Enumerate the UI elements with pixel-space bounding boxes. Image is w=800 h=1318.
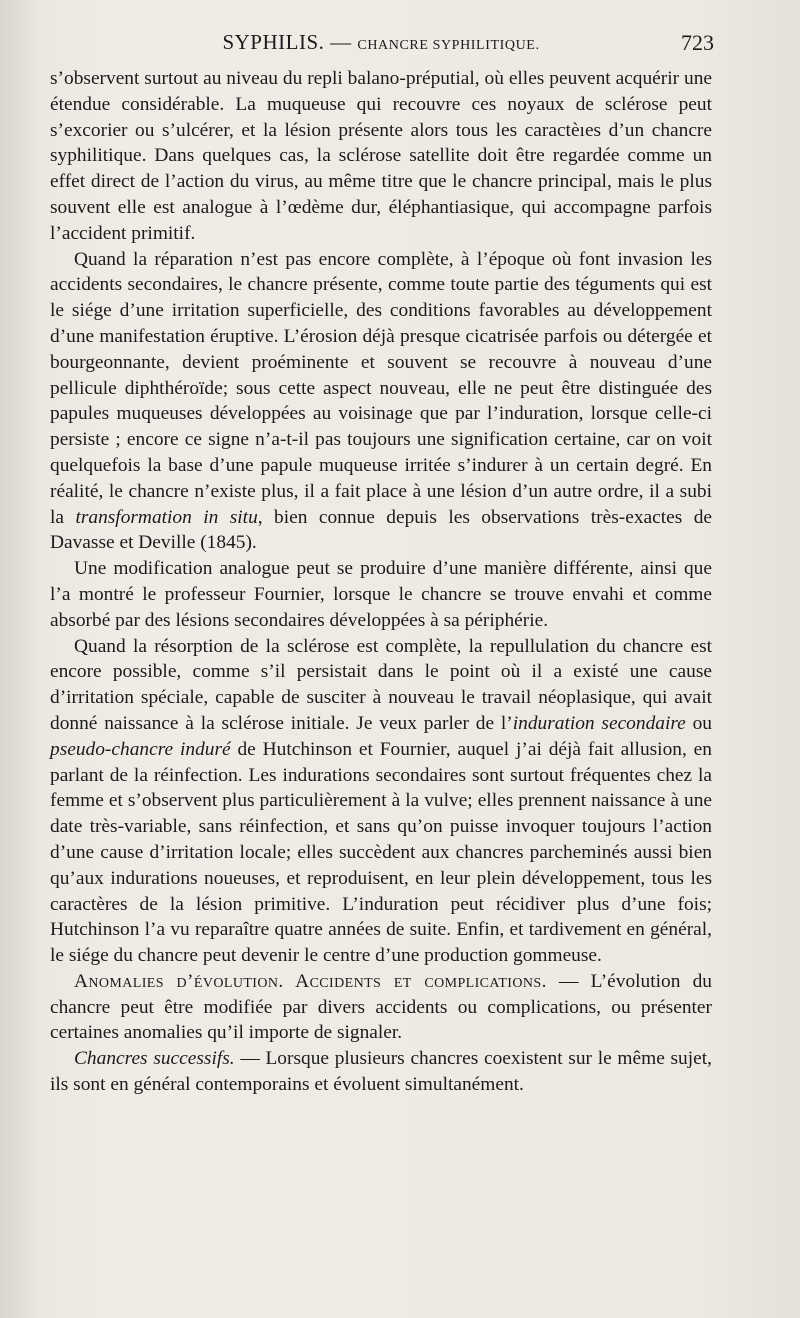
running-title-sub: CHANCRE SYPHILITIQUE. bbox=[357, 38, 540, 53]
page-body bbox=[50, 66, 712, 1098]
paragraph-4-mid: ou bbox=[685, 712, 712, 734]
paragraph-2-text: Quand la réparation n’est pas encore complète, à l’époque où font invasion les accidents secondaires, le chancre présente, comme toute partie des téguments qui est le siége d’une irritation superficielle, des conditions favorables au développement d’une manifestation éruptive. L’érosion déjà presque cicatrisée parfois ou détergée et bourgeonnante, devient proéminente et souvent se recouvre à nouveau d’une pellicule diphthéroïde; sous cette aspect nouveau, elle ne peut être distinguée des papules muqueuses développées au voisinage que par l’induration, lorsque celle-ci persiste ; encore ce signe n’a-t-il pas toujours une signification certaine, car on voit quelquefois la base d’une papule muqueuse irritée s’indurer à un certain degré. En réalité, le chancre n’existe plus, il a fait place à une lésion d’un autre ordre, il a subi la bbox=[50, 248, 712, 528]
paragraph-4-italic-1: induration secondaire bbox=[512, 712, 686, 734]
paragraph-4-after: de Hutchinson et Fournier, auquel j’ai déjà fait allusion, en parlant de la réinfection. Les indurations secondaires sont surtout fréquentes chez la femme et s’observent plus particulièrement à la vulve; elles prennent naissance à une date très-variable, sans réinfection, et sans qu’on puisse invoquer toujours l’action d’une cause d’irritation locale; elles succèdent aux chancres parcheminés aussi bien qu’aux indurations noueuses, et reproduisent, en leur plein développement, tous les caractères de la lésion primitive. L’induration peut récidiver plus d’une fois; Hutchinson l’a vu reparaître quatre années de suite. Enfin, et tardivement en général, le siége du chancre peut devenir le centre d’une production gommeuse. bbox=[50, 738, 712, 967]
paragraph-4 bbox=[50, 634, 712, 969]
paragraph-5 bbox=[50, 969, 712, 1046]
paragraph-6 bbox=[50, 1046, 712, 1098]
section-heading-anomalies: Anomalies d’évolution. Accidents et complications. bbox=[74, 970, 547, 992]
paragraph-4-italic-2: pseudo-chancre induré bbox=[50, 738, 231, 760]
paragraph-4-text: Quand la résorption de la sclérose est complète, la repullulation du chancre est encore possible, comme s’il persistait dans le point où il a existé une cause d’irritation spéciale, capable de susciter à nouveau le travail néoplasique, qui avait donné naissance à la sclérose initiale. Je veux parler de l’ bbox=[50, 635, 712, 734]
paragraph-3 bbox=[50, 556, 712, 633]
paragraph-6-after: — Lorsque plusieurs chancres coexistent sur le même sujet, ils sont en général contemporains et évoluent simultanément. bbox=[50, 1048, 712, 1096]
subheading-chancres-successifs: Chancres successifs. bbox=[74, 1048, 235, 1070]
running-header bbox=[50, 30, 712, 62]
page-number: 723 bbox=[681, 30, 714, 55]
running-title-dash: — bbox=[324, 30, 358, 54]
paragraph-2 bbox=[50, 247, 712, 557]
paragraph-2-italic: transformation in situ bbox=[75, 506, 258, 528]
running-title-main: SYPHILIS. bbox=[222, 30, 325, 54]
paragraph-1 bbox=[50, 66, 712, 247]
paragraph-5-after: — L’évolution du chancre peut être modifiée par divers accidents ou complications, ou présenter certaines anomalies qu’il importe de signaler. bbox=[50, 970, 712, 1044]
paragraph-1-text: s’observent surtout au niveau du repli balano-préputial, où elles peuvent acquérir une étendue considérable. La muqueuse qui recouvre ces noyaux de sclérose peut s’excorier ou s’ulcérer, et la lésion présente alors tous les caractèıes d’un chancre syphilitique. Dans quelques cas, la sclérose satellite doit être regardée comme un effet direct de l’action du virus, au même titre que le chancre principal, mais le plus souvent elle est analogue à l’œdème dur, éléphantiasique, qui accompagne parfois l’accident primitif. bbox=[50, 68, 712, 244]
paragraph-3-text: Une modification analogue peut se produire d’une manière différente, ainsi que l’a montré le professeur Fournier, lorsque le chancre se trouve envahi et comme absorbé par des lésions secondaires développées à sa périphérie. bbox=[50, 558, 712, 631]
paragraph-2-after: , bien connue depuis les observations très-exactes de Davasse et Deville (1845). bbox=[50, 506, 712, 554]
running-title bbox=[50, 30, 712, 55]
